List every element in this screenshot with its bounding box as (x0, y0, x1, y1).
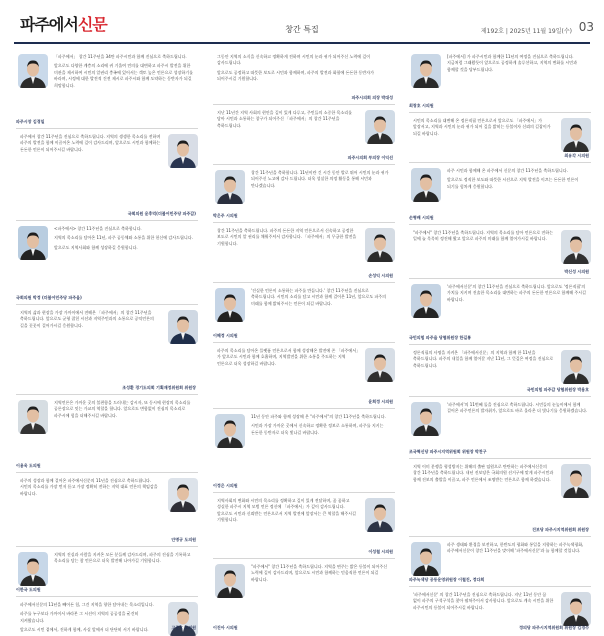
message-divider (409, 586, 591, 587)
portrait-photo (561, 230, 591, 264)
message-text (251, 288, 393, 310)
logo-text-accent: 신문 (77, 15, 107, 34)
author-caption: 조성환 경기도의회 기획재정위원회 위원장 (122, 385, 196, 390)
congrats-message (409, 396, 591, 458)
message-divider (213, 408, 395, 409)
message-text (20, 478, 162, 500)
message-text (217, 348, 359, 370)
message-paragraph: 앞으로도 시민 곁에서, 진하게 함께, 사실 앞에서 더 단단히 서기 바랍니다. (20, 627, 149, 633)
congrats-message (409, 224, 591, 278)
portrait-photo (561, 350, 591, 384)
message-paragraph: <파주에서> 창간 11주년을 진심으로 축하합니다. (54, 226, 142, 231)
message-divider (409, 112, 591, 113)
author-caption: 국민의힘 파주을 당협위원장 한길룡 (409, 335, 472, 340)
message-divider (409, 536, 591, 537)
message-text (217, 228, 359, 250)
congrats-message (213, 408, 395, 492)
author-caption: 이혜정 시의원 (213, 333, 238, 338)
message-paragraph: 파주의 목소리를 담아온 플랫폼 언론으로서 함께 성장해온 발전에 존 「파주에서」가 앞으로도 시민과 함께 호흡하며, 지역발전을 위한 소통을 주도하는 지역 언론으로 더욱 성장하길 바랍니다. (217, 348, 359, 366)
author-caption: 파주시의회 부의장 이익선 (347, 155, 393, 160)
issue-info: 제192호 | 2025년 11월 19일(수) (480, 28, 572, 35)
author-caption: 이진아 시의원 (213, 625, 238, 630)
message-divider (213, 282, 395, 283)
message-paragraph: 시민의 목소리를 대변해 온 정론직필 언론으로서 앞으로도 「파주에서」가 앞장서고, 지역과 시민의 눈과 귀가 되어 깊을 밝히는 등불이자 신뢰의 길잡이가 되길 바랍니다. (413, 118, 551, 136)
author-caption: 이용욱 도의원 (16, 463, 41, 468)
message-text (54, 552, 196, 568)
message-divider (409, 162, 591, 163)
author-caption: 파주시장 김경일 (16, 119, 45, 124)
message-divider (409, 278, 591, 279)
portrait-photo (215, 170, 245, 204)
message-paragraph: 앞으로도 공정하고 따뜻한 보도로 시민과 함께하며, 파주의 발전과 화합에 든든한 동반자가 되어주시길 기원합니다. (217, 69, 374, 82)
congrats-message (16, 48, 198, 128)
message-divider (409, 344, 591, 345)
author-caption: 파주녹색당 공동운영위원장 이철진, 정다희 (409, 577, 485, 582)
portrait-photo (561, 118, 591, 152)
portrait-photo (215, 414, 245, 448)
message-text (413, 592, 555, 614)
message-text (251, 564, 393, 586)
portrait-photo (168, 310, 198, 344)
message-text (217, 54, 393, 86)
message-text (20, 134, 162, 156)
message-divider (16, 546, 198, 547)
portrait-photo (561, 464, 591, 498)
author-caption: 최창호 시의원 (409, 103, 434, 108)
logo-text-main: 파주에서 (20, 15, 78, 34)
message-paragraph: 파주에서신문의 11년을 빼어든 힘, 그건 지역을 향한 담아내는 목소리입니다. (20, 602, 154, 607)
congrats-message (409, 536, 591, 586)
congrats-message (213, 48, 395, 104)
message-paragraph: 「파주에서」 창간 11주년을 34만 파주시민과 함께 진심으로 축하드립니다. (54, 54, 187, 59)
portrait-photo (411, 284, 441, 318)
message-text (447, 402, 589, 418)
author-caption: 파주시의회 의장 박대성 (351, 95, 393, 100)
message-text (20, 310, 162, 332)
masthead (0, 0, 604, 44)
message-paragraph: 지역언론은 가까운 곳의 불편함을 드러내는 감시자, 또 동시에 현장의 목소리를 공론장으로 잇는 가교의 역할을 합니다. 앞으로도 변함없이 진심의 목소리로 파주시에 힘을 더해주시길 바랍니다. (54, 400, 191, 418)
congrats-message (16, 128, 198, 220)
portrait-photo (18, 226, 48, 260)
portrait-photo (365, 228, 395, 262)
portrait-photo (215, 564, 245, 598)
portrait-photo (411, 402, 441, 436)
message-divider (213, 342, 395, 343)
message-paragraph: 파주를 누구보다 가까이서 바라본 그 시선이 지역의 공공성을 굳건히 지켜왔습니다. (20, 611, 139, 623)
author-caption: 고준호 도의원 (171, 625, 196, 630)
message-paragraph: 파주의 성장과 함께 걸어온 파주에서신문의 11년을 진심으로 축하드립니다. 시민의 목소리를 가장 먼저 듣고 가장 정확히 전하는 지역 대표 언론의 책임감을 바랍니다. (20, 478, 158, 496)
message-paragraph: '파주에서'의 11번째 돌을 진심으로 축하드립니다. 시민들의 눈높이에서 함께 걸어온 파주언론의 발자취가, 앞으로도 바로 올라온 더 빛나기를 응원하겠습니다. (447, 402, 588, 414)
message-divider (409, 396, 591, 397)
message-paragraph: 창간 11주년을 축하드립니다. 파주의 든든한 지역 언론으로서 신속하고 공정한 보도로 시민의 알 권리를 채워주셔서 감사합니다. 「파주에서」의 무궁한 발전을 기원합니다. (217, 228, 357, 246)
message-paragraph: "파주에서" 창간 11주년을 축하드립니다. 지역을 면주는 밝은 등불이 되어주신 노력에 깊이 감사드리며, 앞으로도 시민과 함께하는 믿음직한 언론이 되길 바랍니다. (251, 564, 388, 582)
message-paragraph: '진실한 언론이 소통하는 파주를 만듭니다.' 창간 11주년을 진심으로 축하드립니다. 시민의 소리를 담고 시민과 함께 걸어온 11년, 앞으로도 파주의 미래를 함께 밝혀주시는 언론이 되길 바랍니다. (251, 288, 386, 306)
portrait-photo (561, 592, 591, 626)
portrait-photo (365, 110, 395, 144)
message-paragraph: 지역 이미 분쟁을 형성방지는 위해의 출판 임원으로 탄탄하는 파주에서신문의 창간 11주년을 축하드립니다. 내년 진보당은 국회의원 선거구에 맞게 파주시민과 함께 진보의 출발을 이끌고, 파주 언론에서 조명받는 언론으로 함께 하겠습니다. (413, 464, 554, 482)
message-text (447, 542, 589, 558)
message-text (413, 118, 555, 140)
message-text (20, 602, 162, 636)
message-paragraph: 파주 시민과 함께해 온 파주에서 신문의 창간 11주년을 축하드립니다. (447, 168, 568, 173)
message-text (413, 350, 555, 372)
portrait-photo (168, 478, 198, 512)
congrats-message (409, 278, 591, 344)
congrats-message (16, 596, 198, 634)
message-divider (16, 394, 198, 395)
message-text (217, 498, 359, 527)
message-paragraph: 그동안 지역의 소식을 신속하고 정확하게 전하며 시민의 눈과 귀가 되어주신 노력에 깊이 감사드립니다. (217, 54, 371, 66)
message-text (54, 54, 196, 92)
message-paragraph: 앞으로도 다양한 계층의 소리에 귀 기울여 민의를 대변하고 파주시 발전을 위한 미관을 제시하여 시민의 알권리 충족에 있어서는 객토 높은 언론으로 성장하기를 바라며, 시정에 대한 발전적 건전 제시로 파주시와 함께 도약하는 동반자가 되길 희망합니다. (54, 63, 193, 88)
message-paragraph: 지역의 삶과 현장을 가장 가까이에서 전해온 「파주에서」의 창간 11주년을 축하드립니다. 앞으로도 균형 잡힌 시선과 지역주민과의 소통으로 공익언론의 길을 꿋꿋이 걸어가시길 응원합니다. (20, 310, 154, 328)
congrats-message (409, 458, 591, 536)
message-text (217, 110, 359, 132)
author-caption: 진보당 파주시지역위원회 위원장 (532, 527, 589, 532)
message-paragraph: 정론직필의 사명을 지켜온 「파주에서신문」의 지역과 함께 한 11년을 축하드립니다. 파주의 내일을 함께 열어갈 지난 11년, 그 뜻깊은 여정을 진심으로 축하드립니다. (413, 350, 554, 368)
author-caption: 안명규 도의원 (171, 537, 196, 542)
congrats-message (409, 112, 591, 162)
message-divider (213, 222, 395, 223)
congrats-message (16, 304, 198, 394)
message-paragraph: [파주에서] 가 파주시민과 함께한 11년의 여정을 진심으로 축하드립니다. 지금처럼 그래왔듯이 앞으로도 공정하게 솔루션하고, 지역의 변화를 시민과 함께할 것을 당부드립니다. (447, 54, 577, 72)
message-paragraph: 시민과 가장 가까운 곳에서 신속하고 정확한 정보로 소통하며, 파주를 지키는 든든한 동반자로 더욱 빛나길 바랍니다. (251, 423, 384, 435)
author-caption: 손성익 시의원 (368, 273, 393, 278)
message-paragraph: 지역의 진실과 사람을 지켜온 모든 분들께 감사드리며, 파주의 진심을 기록하고 목소리를 담는 참 언론으로 더욱 발전해 나아가길 기원합니다. (54, 552, 191, 564)
congrats-message (16, 394, 198, 472)
column-1 (16, 48, 198, 634)
author-caption: 국회의원 윤후덕(더불어민주당 파주갑) (127, 211, 196, 216)
message-divider (16, 304, 198, 305)
portrait-photo (18, 552, 48, 586)
congrats-message (409, 344, 591, 396)
author-caption: 조국혁신당 파주시지역위원회 위원장 박찬구 (409, 449, 487, 454)
message-divider (213, 492, 395, 493)
message-divider (16, 596, 198, 597)
congrats-message (16, 472, 198, 546)
author-caption: 국회의원 박정 (더불어민주당 파주을) (16, 295, 82, 300)
author-caption: 정의당 파주시지역위원회 위원장 김경수 (519, 625, 589, 630)
congrats-message (213, 164, 395, 222)
congrats-message (213, 222, 395, 282)
message-paragraph: 창간 11주년을 축하합니다. 11년이란 긴 시간 동안 발로 뛰어 시민의 눈과 귀가 되어주신 노고에 감사 드립니다. 더욱 성실한 의정 활동을 통해 시민과 만나겠습니다. (251, 170, 389, 188)
message-text (54, 226, 196, 254)
message-paragraph: '파주에서신문'의 창간 11주년을 진심으로 축하드립니다. 앞으로도 '정론직필'의 가치를 지키며 진솔한 목소리를 대변하는 파주의 든든한 언론으로 함께해 주시길 바랍니다. (447, 284, 586, 302)
message-text (54, 400, 196, 422)
author-caption: 이한국 도의원 (16, 587, 41, 592)
message-paragraph: '파주에서신문' 의 창간 11주년을 진심으로 축하드립니다. 지난 11년 동안 꿈 없이 파주의 구석구석을 찾아 펼쳐주어서 감사합니다. 앞으로도 계속 시민을 위한 파주시민의 등불이 되어주시길 바랍니다. (413, 592, 554, 610)
message-text (251, 414, 393, 439)
message-paragraph: 앞으로도 지역사회와 함께 성장하길 응원합니다. (54, 244, 138, 250)
portrait-photo (18, 400, 48, 434)
message-paragraph: 지역의 목소리를 담아온 11년, 파주 공동체와 소통을 위한 헌신에 감사드립니다. (54, 235, 193, 241)
column-2 (213, 48, 395, 634)
congrats-message (409, 162, 591, 224)
message-paragraph: 11년 동안 파주와 함께 성장해 온 "파주에서"의 창간 11주년을 축하드립니다. (251, 414, 386, 419)
portrait-photo (215, 288, 245, 322)
congrats-message (213, 558, 395, 634)
congrats-message (213, 342, 395, 408)
message-divider (16, 220, 198, 221)
message-text (447, 54, 589, 76)
portrait-photo (411, 54, 441, 88)
congrats-message (409, 48, 591, 112)
message-text (447, 284, 589, 306)
section-title: 창간 특집 (285, 25, 319, 34)
message-text (447, 168, 589, 193)
author-caption: 손형배 시의원 (409, 215, 434, 220)
message-paragraph: 지역사회의 변화와 시민의 목소리를 정확하고 깊이 있게 전달하며, 꿈 꿈하고 성실한 파주시 지역 모범 언론 정신에 「파주에서」가 깊이 감사드립니다. 앞으로도 시민과 신뢰받는 언론으로서 지역 발전에 앞장서는 큰 역할을 해주시길 기원합니다. (217, 498, 356, 523)
portrait-photo (411, 542, 441, 576)
portrait-photo (411, 168, 441, 202)
message-paragraph: 앞으로도 정직한 보도와 따뜻한 시선으로 지역 발전을 이끄는 든든한 언론이 되기를 힘차게 응원합니다. (447, 177, 579, 189)
congrats-message (213, 492, 395, 558)
congrats-message (16, 546, 198, 596)
congrats-message (213, 104, 395, 164)
header-rule (14, 42, 590, 44)
portrait-photo (365, 498, 395, 532)
congrats-message (409, 586, 591, 634)
message-divider (409, 458, 591, 459)
message-divider (213, 164, 395, 165)
author-caption: 윤희정 시의원 (368, 399, 393, 404)
author-caption: 국민의힘 파주갑 당협위원장 박용호 (526, 387, 589, 392)
message-paragraph: 지난 11년간 지역 사회의 현안을 깊이 있게 다루고, 주민들의 소중한 목소리를 담아 시민과 소통하는 창구가 되어주신 「파주에서」의 창간 11주년을 축하드립니다. (217, 110, 352, 128)
message-divider (213, 104, 395, 105)
message-text (413, 464, 555, 486)
author-caption: 이성철 시의원 (368, 549, 393, 554)
message-divider (16, 472, 198, 473)
portrait-photo (365, 348, 395, 382)
portrait-photo (18, 54, 48, 88)
congrats-message (16, 220, 198, 304)
page-number: 03 (578, 20, 594, 34)
author-caption: 최유각 시의원 (564, 153, 589, 158)
portrait-photo (168, 134, 198, 168)
author-caption: 이정은 시의원 (213, 483, 238, 488)
message-paragraph: "파주에서" 창간 11주년을 축하드립니다. 지역의 목소리를 담아 언론으로 전하는 일에 늘 묵묵히 정진해 왔고 앞으로 파주의 미래를 함께 열어가시길 바랍니다. (413, 230, 553, 242)
congrats-message (213, 282, 395, 342)
message-divider (409, 224, 591, 225)
message-paragraph: 파주에서 창간 11주년을 진심으로 축하드립니다. 지역의 생생한 목소리를 전하며 파주의 발전을 함께 이끌어온 노력에 깊이 감사드리며, 앞으로도 시민과 함께하는 든든한 언론이 되어주시길 바랍니다. (20, 134, 161, 152)
message-paragraph: 파주 생태와 환경을 보전하고, 한반도의 평화와 통일을 지향하는 파주녹색평화, 파주에서신문이 창간 11주년을 맞이해 '파주에서신문'과 늘 함께할 것입니다. (447, 542, 584, 554)
message-text (413, 230, 555, 246)
message-divider (16, 128, 198, 129)
author-caption: 박은주 시의원 (213, 213, 238, 218)
column-3 (409, 48, 591, 634)
author-caption: 박신성 시의원 (564, 269, 589, 274)
message-divider (213, 558, 395, 559)
message-text (251, 170, 393, 192)
